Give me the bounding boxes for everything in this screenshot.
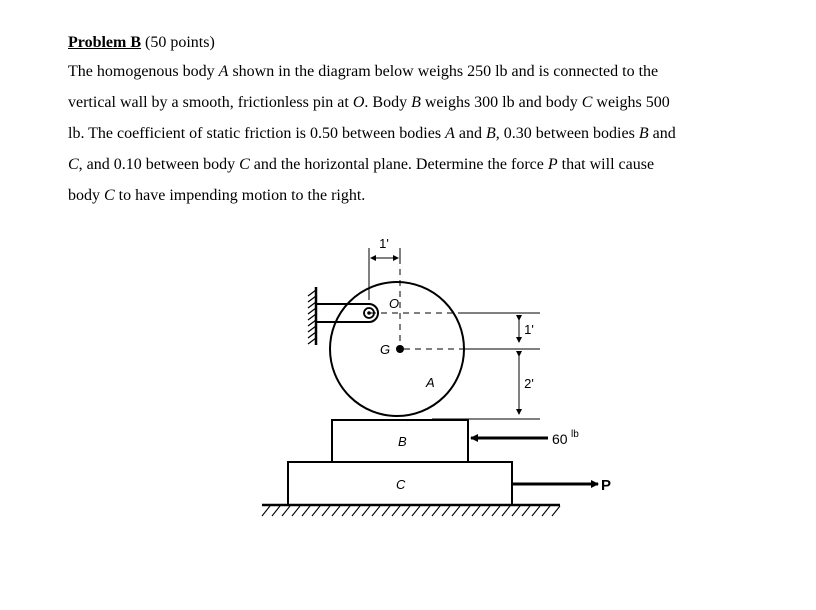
problem-line-5: body C to have impending motion to the right. bbox=[68, 187, 366, 204]
ground bbox=[262, 505, 560, 516]
problem-title: Problem B bbox=[68, 34, 142, 51]
problem-line-4: C, and 0.10 between body C and the horizontal plane. Determine the force P that will cause bbox=[68, 156, 655, 173]
label-g: G bbox=[380, 342, 391, 357]
dim-right-large-label: 2' bbox=[524, 376, 534, 391]
dim-right-small-label: 1' bbox=[524, 322, 534, 337]
force-60lb-value: 60 bbox=[552, 431, 568, 447]
force-p-label: P bbox=[601, 477, 612, 494]
problem-line-2: vertical wall by a smooth, frictionless pin at O. Body B weighs 300 lb and body C weighs 500 bbox=[68, 94, 670, 111]
dim-top bbox=[369, 236, 400, 300]
label-b: B bbox=[398, 434, 407, 449]
problem-line-3: lb. The coefficient of static friction is 0.50 between bodies A and B, 0.30 between bodies B and bbox=[68, 125, 676, 142]
wall bbox=[308, 287, 316, 345]
label-o: O bbox=[389, 296, 400, 311]
problem-points: (50 points) bbox=[145, 34, 215, 51]
label-a: A bbox=[426, 375, 435, 390]
problem-line-1: The homogenous body A shown in the diagram below weighs 250 lb and is connected to the bbox=[68, 63, 659, 80]
force-60lb-unit: lb bbox=[571, 429, 579, 440]
label-c: C bbox=[396, 477, 406, 492]
dim-top-label: 1' bbox=[379, 236, 389, 251]
dashed-reference-lines bbox=[370, 258, 462, 349]
